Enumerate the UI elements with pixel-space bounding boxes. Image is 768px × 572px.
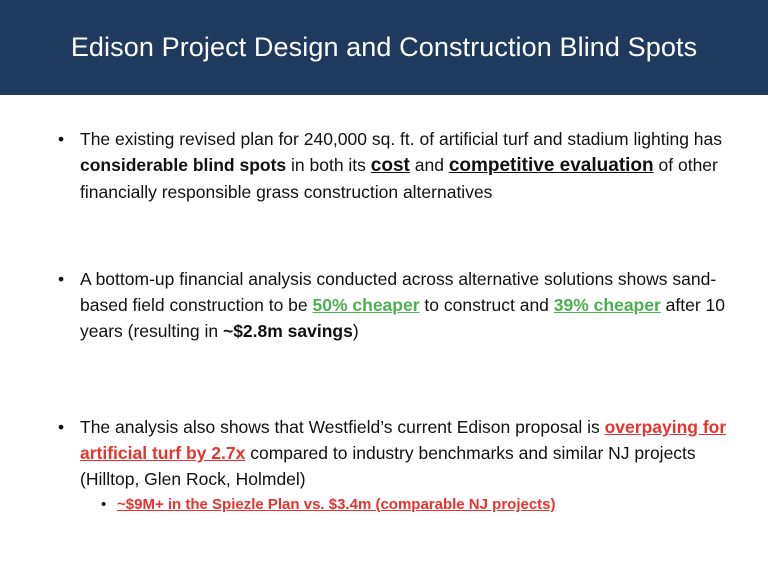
text-segment: in both its — [286, 155, 371, 175]
bullet-dot: • — [58, 417, 65, 437]
text-segment: A bottom-up financial analysis conducted across alternative solutions shows sand-based field construction to be — [80, 269, 717, 315]
slide-title: Edison Project Design and Construction Blind Spots — [70, 32, 698, 62]
text-segment: The analysis also shows that Westfield’s current Edison proposal is — [80, 417, 605, 437]
text-segment: compared to industry benchmarks and similar NJ projects (Hilltop, Glen Rock, Holmdel) — [80, 443, 696, 489]
text-segment: after 10 years (resulting in — [80, 295, 726, 341]
bullet-text — [80, 126, 740, 205]
emphasis-blind-spots: considerable blind spots — [80, 155, 287, 175]
highlight-overpaying: overpaying for artificial turf by 2.7x — [80, 417, 727, 463]
bullet-dot: • — [58, 129, 65, 149]
sub-bullet-spiezle-plan — [101, 493, 701, 517]
text-segment: of other financially responsible grass construction alternatives — [80, 155, 718, 202]
text-segment: ) — [352, 321, 359, 341]
sub-bullet-dot: • — [101, 496, 107, 513]
highlight-50-percent-cheaper: 50% cheaper — [312, 295, 420, 315]
bullet-overpaying — [60, 414, 740, 492]
sub-bullet-text: ~$9M+ in the Spiezle Plan vs. $3.4m (comparable NJ projects) — [117, 496, 556, 513]
emphasis-competitive-evaluation: competitive evaluation — [448, 155, 654, 176]
bullet-dot: • — [58, 269, 65, 289]
bullet-text — [80, 414, 740, 492]
bullet-text — [80, 266, 740, 344]
bullet-financial-analysis — [60, 266, 740, 344]
text-segment: and — [409, 155, 449, 175]
emphasis-cost: cost — [370, 155, 410, 176]
emphasis-savings: ~$2.8m savings — [222, 321, 353, 341]
highlight-39-percent-cheaper: 39% cheaper — [553, 295, 661, 315]
text-segment: The existing revised plan for 240,000 sq. ft. of artificial turf and stadium lighting has — [80, 129, 723, 149]
bullet-blind-spots — [60, 126, 740, 205]
text-segment: to construct and — [419, 295, 554, 315]
